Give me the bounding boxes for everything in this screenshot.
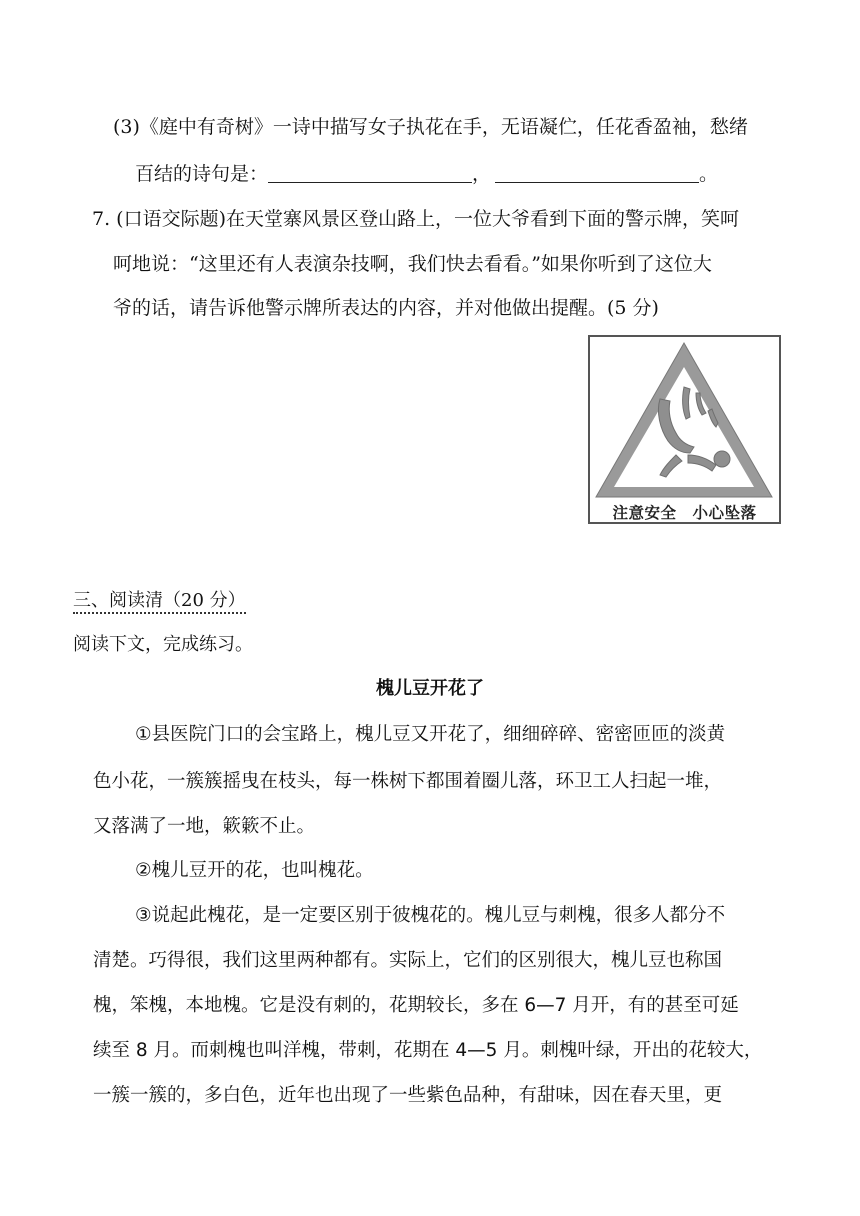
article-line: 一簇一簇的，多白色，近年也出现了一些紫色品种，有甜味，因在春天里，更 — [93, 1085, 723, 1106]
article-line: ②槐儿豆开的花，也叫槐花。 — [135, 860, 374, 881]
warning-sign — [588, 335, 781, 524]
answer-blank-2[interactable] — [495, 164, 699, 183]
q6-3-separator: ， — [472, 163, 492, 185]
section-heading: 三、阅读清（20 分） — [73, 592, 246, 614]
q6-3-prefix: 百结的诗句是： — [135, 163, 269, 185]
article-line: 清楚。巧得很，我们这里两种都有。实际上，它们的区别很大，槐儿豆也称国 — [93, 950, 723, 971]
sign-caption: 注意安全 小心坠落 — [612, 504, 757, 522]
q7-line1: 7. (口语交际题)在天堂寨风景区登山路上，一位大爷看到下面的警示牌，笑呵 — [92, 208, 739, 230]
article-line: ③说起此槐花，是一定要区别于彼槐花的。槐儿豆与刺槐，很多人都分不 — [135, 905, 726, 926]
q6-3-line2 — [135, 164, 718, 184]
q6-3-line1: (3)《庭中有奇树》一诗中描写女子执花在手，无语凝伫，任花香盈袖，愁绪 — [113, 116, 748, 138]
q6-3-end: 。 — [699, 163, 719, 185]
answer-blank-1[interactable] — [268, 164, 472, 183]
article-line: 续至 8 月。而刺槐也叫洋槐，带刺，花期在 4—5 月。刺槐叶绿，开出的花较大， — [93, 1040, 763, 1061]
article-line: ①县医院门口的会宝路上，槐儿豆又开花了，细细碎碎、密密匝匝的淡黄 — [135, 724, 726, 745]
article-line: 槐，笨槐，本地槐。它是没有刺的，花期较长，多在 6—7 月开，有的甚至可延 — [93, 995, 739, 1016]
article-line: 色小花，一簇簇摇曳在枝头，每一株树下都围着圈儿落，环卫工人扫起一堆， — [93, 771, 723, 792]
section-instruction: 阅读下文，完成练习。 — [73, 634, 253, 655]
q7-line3: 爷的话，请告诉他警示牌所表达的内容，并对他做出提醒。(5 分) — [113, 297, 659, 319]
article-line: 又落满了一地，簌簌不止。 — [93, 816, 316, 837]
article-title: 槐儿豆开花了 — [376, 678, 484, 699]
falling-person-warning-icon — [590, 337, 779, 522]
q7-line2: 呵地说：“这里还有人表演杂技啊，我们快去看看。”如果你听到了这位大 — [113, 253, 712, 275]
